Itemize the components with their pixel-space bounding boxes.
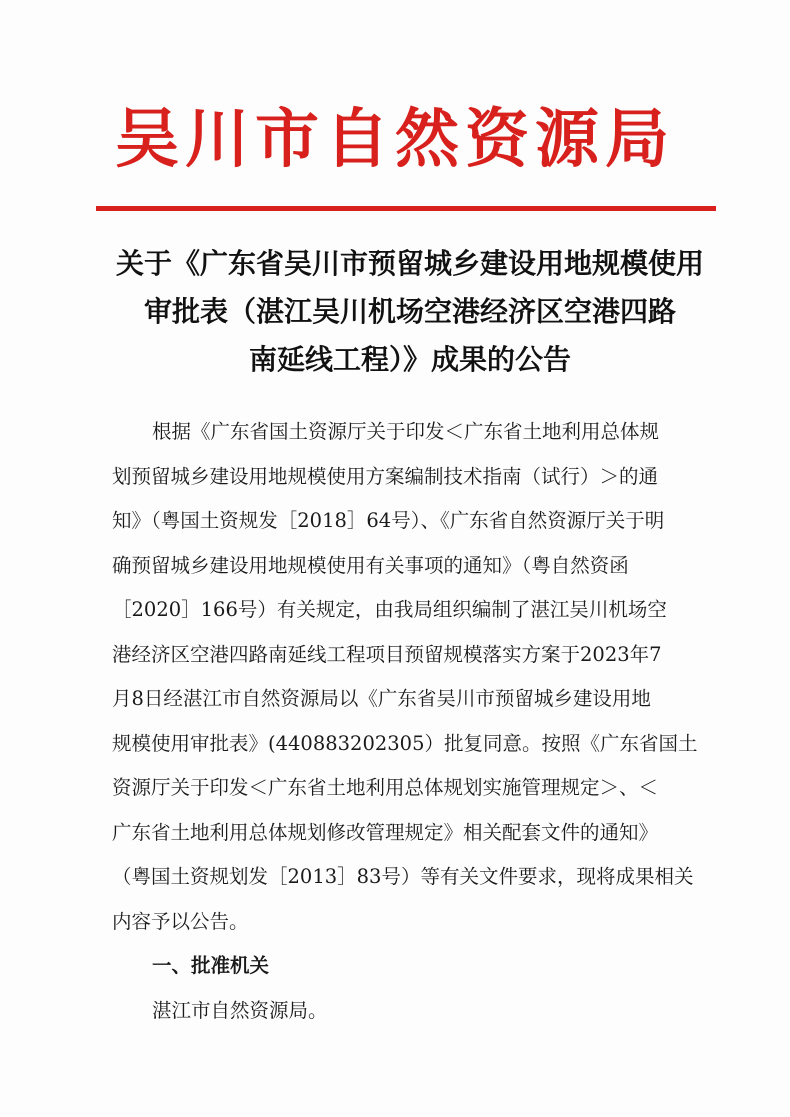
- paragraph-line: 知》（粤国土资规发［2018］64号）、《广东省自然资源厅关于明: [112, 509, 665, 532]
- issuer-header: 吴川市自然资源局: [115, 102, 675, 177]
- paragraph-line: 广东省土地利用总体规划修改管理规定》相关配套文件的通知》: [112, 820, 659, 844]
- paragraph-line: 内容予以公告。: [112, 909, 249, 933]
- paragraph-line: 月8日经湛江市自然资源局以《广东省吴川市预留城乡建设用地: [112, 687, 651, 710]
- header-red-rule: [96, 206, 716, 211]
- section-heading: 一、批准机关: [152, 954, 270, 977]
- notice-title: [110, 240, 710, 384]
- title-line: 关于《广东省吴川市预留城乡建设用地规模使用: [115, 247, 704, 280]
- paragraph-line: 港经济区空港四路南延线工程项目预留规模落实方案于2023年7: [112, 642, 662, 666]
- paragraph-line: ［2020］166号）有关规定，由我局组织编制了湛江吴川机场空: [112, 598, 667, 621]
- title-line: 南延线工程）》成果的公告: [248, 343, 571, 376]
- paragraph-line: 划预留城乡建设用地规模使用方案编制技术指南（试行）＞的通: [112, 464, 659, 488]
- title-line: 审批表（湛江吴川机场空港经济区空港四路: [143, 295, 676, 328]
- paragraph-line: 根据《广东省国土资源厅关于印发＜广东省土地利用总体规: [152, 420, 660, 443]
- paragraph-line: 确预留城乡建设用地规模使用有关事项的通知》（粤自然资函: [112, 553, 629, 577]
- paragraph-line: 规模使用审批表》(440883202305）批复同意。按照《广东省国土: [112, 731, 698, 755]
- paragraph-line: （粤国土资规划发［2013］83号）等有关文件要求，现将成果相关: [112, 865, 694, 888]
- paragraph-line: 资源厅关于印发＜广东省土地利用总体规划实施管理规定＞、＜: [112, 776, 659, 799]
- notice-body: [112, 410, 712, 1033]
- section-text: 湛江市自然资源局。: [152, 998, 328, 1022]
